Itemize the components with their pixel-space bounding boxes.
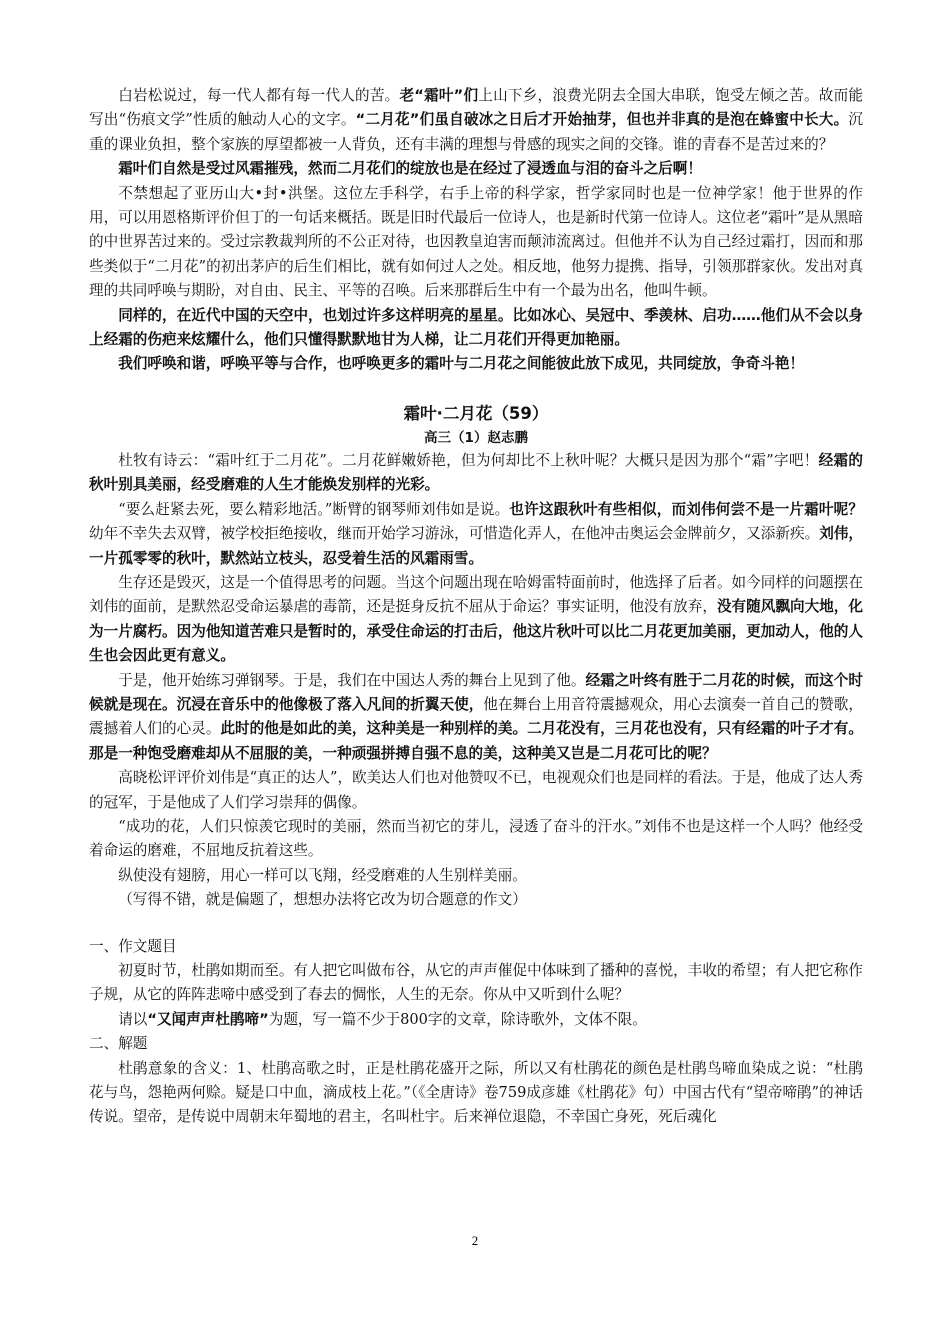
essay-author: 高三（1）赵志鹏 xyxy=(424,429,528,446)
paragraph: 杜牧有诗云：“霜叶红于二月花”。二月花鲜嫩娇艳，但为何却比不上秋叶呢？大概只是因为那个“霜”字吧！经霜的秋叶别具美丽，经受磨难的人生才能焕发别样的光彩。 xyxy=(89,451,863,494)
section-heading: 一、作文题目 xyxy=(89,937,177,955)
paragraph: 生存还是毁灭，这是一个值得思考的问题。当这个问题出现在哈姆雷特面前时，他选择了后者。如今同样的问题摆在刘伟的面前，是默然忍受命运暴虐的毒箭，还是挺身反抗不屈从于命运？事实证明，他没有放弃，没有随风飘向大地，化为一片腐朽。因为他知道苦难只是暂时的，承受住命运的打击后，他这片秋叶可以比二月花更加美丽，更加动人，他的人生也会因此更有意义。 xyxy=(89,573,863,665)
paragraph: 杜鹃意象的含义：1、杜鹃高歌之时，正是杜鹃花盛开之际，所以又有杜鹃花的颜色是杜鹃鸟啼血染成之说：“杜鹃花与鸟，怨艳两何赊。疑是口中血，滴成枝上花。”（《全唐诗》卷759成彦雄《杜鹃花》句）中国古代有“望帝啼鹃”的神话传说。望帝，是传说中周朝末年蜀地的君主，名叫杜宇。后来禅位退隐，不幸国亡身死，死后魂化 xyxy=(89,1059,863,1126)
paragraph-bold: 我们呼唤和谐，呼唤平等与合作，也呼唤更多的霜叶与二月花之间能彼此放下成见，共同绽放，争奇斗艳！ xyxy=(118,355,805,373)
spacer xyxy=(89,913,863,935)
document-page xyxy=(89,84,863,1130)
paragraph: “要么赶紧去死，要么精彩地活。”断臂的钢琴师刘伟如是说。也许这跟秋叶有些相似，而刘伟何尝不是一片霜叶呢？幼年不幸失去双臂，被学校拒绝接收，继而开始学习游泳，可惜造化弄人，在他冲击奥运会金牌前夕，又添新疾。刘伟，一片孤零零的秋叶，默然站立枝头，忍受着生活的风霜雨雪。 xyxy=(89,500,863,567)
paragraph-bold: 霜叶们自然是受过风霜摧残，然而二月花们的绽放也是在经过了浸透血与泪的奋斗之后啊！ xyxy=(118,160,702,178)
section-heading: 二、解题 xyxy=(89,1035,148,1053)
paragraph: 于是，他开始练习弹钢琴。于是，我们在中国达人秀的舞台上见到了他。经霜之叶终有胜于二月花的时候，而这个时候就是现在。沉浸在音乐中的他像极了落入凡间的折翼天使，他在舞台上用音符震撼观众，用心去演奏一首自己的赞歌，震撼着人们的心灵。此时的他是如此的美，这种美是一种别样的美。二月花没有，三月花也没有，只有经霜的叶子才有。那是一种饱受磨难却从不屈服的美，一种顽强拼搏自强不息的美，这种美又岂是二月花可比的呢？ xyxy=(89,671,863,762)
paragraph: 白岩松说过，每一代人都有每一代人的苦。老“霜叶”们上山下乡，浪费光阴去全国大串联，饱受左倾之苦。故而能写出“伤痕文学”性质的触动人心的文字。“二月花”们虽自破冰之日后才开始抽芽，但也并非真的是泡在蜂蜜中长大。沉重的课业负担，整个家族的厚望都被一人背负，还有丰满的理想与骨感的现实之间的交锋。谁的青春不是苦过来的？ xyxy=(89,87,863,153)
paragraph: 纵使没有翅膀，用心一样可以飞翔，经受磨难的人生别样美丽。 xyxy=(118,866,527,884)
paragraph: “成功的花，人们只惊羡它现时的美丽，然而当初它的芽儿，浸透了奋斗的汗水。”刘伟不也是这样一个人吗？他经受着命运的磨难，不屈地反抗着这些。 xyxy=(89,817,863,860)
paragraph: 高晓松评评价刘伟是“真正的达人”，欧美达人们也对他赞叹不已，电视观众们也是同样的看法。于是，他成了达人秀的冠军，于是他成了人们学习崇拜的偶像。 xyxy=(89,769,863,811)
paragraph: 不禁想起了亚历山大•封•洪堡。这位左手科学，右手上帝的科学家，哲学家同时也是一位神学家！他于世界的作用，可以用恩格斯评价但丁的一句话来概括。既是旧时代最后一位诗人，也是新时代第一位诗人。这位老“霜叶”是从黑暗的中世界苦过来的。受过宗教裁判所的不公正对待，也因教皇迫害而颠沛流离过。但他并不认为自己经过霜打，因而和那些类似于“二月花”的初出茅庐的后生们相比，就有如何过人之处。相反地，他努力提携、指导，引领那群家伙。发出对真理的共同呼唤与期盼，对自由、民主、平等的召唤。后来那群后生中有一个最为出名，他叫牛顿。 xyxy=(89,184,863,300)
paragraph-bold: 同样的，在近代中国的天空中，也划过许多这样明亮的星星。比如冰心、吴冠中、季羡林、启功……他们从不会以身上经霜的伤疤来炫耀什么，他们只懂得默默地甘为人梯，让二月花们开得更加艳丽。 xyxy=(89,306,863,349)
paragraph: 请以“又闻声声杜鹃啼”为题，写一篇不少于800字的文章，除诗歌外，文体不限。 xyxy=(118,1010,647,1028)
teacher-comment: （写得不错，就是偏题了，想想办法将它改为切合题意的作文） xyxy=(118,891,527,909)
essay-title: 霜叶·二月花（59） xyxy=(403,403,549,423)
page-number: 2 xyxy=(471,1233,479,1248)
paragraph: 初夏时节，杜鹃如期而至。有人把它叫做布谷，从它的声声催促中体味到了播种的喜悦，丰收的希望；有人把它称作子规，从它的阵阵悲啼中感受到了春去的惆怅，人生的无奈。你从中又听到什么呢？ xyxy=(89,962,863,1004)
